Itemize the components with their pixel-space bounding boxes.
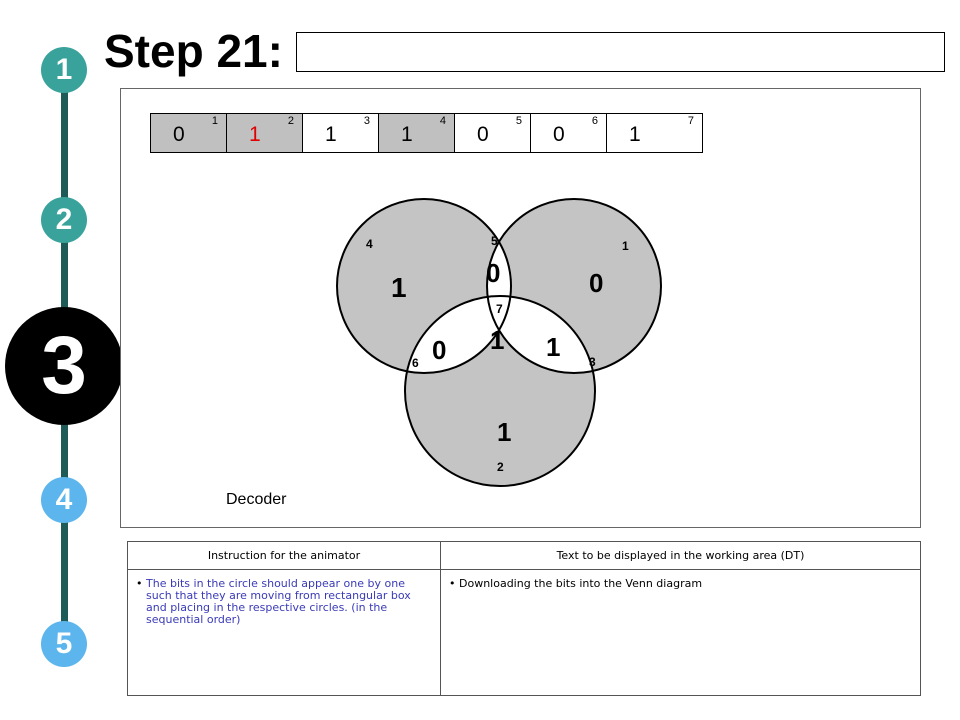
bit-position-label: 4 — [439, 115, 446, 127]
venn-bit-right-bottom: 1 — [546, 332, 561, 362]
venn-bit-bottom-only: 1 — [497, 417, 512, 447]
table-header-display-text: Text to be displayed in the working area (DT) — [441, 542, 921, 570]
table-cell-instruction — [128, 570, 441, 696]
bit-box — [303, 114, 379, 152]
venn-diagram — [336, 192, 666, 488]
bit-box — [151, 114, 227, 152]
venn-bit-left-only: 1 — [391, 272, 407, 303]
step-2-button[interactable]: 2 — [41, 197, 87, 243]
decoder-label: Decoder — [226, 491, 287, 508]
bit-position-label: 5 — [515, 115, 522, 127]
bit-position-label: 6 — [591, 115, 598, 127]
bit-value: 0 — [173, 123, 185, 146]
bit-position-label: 2 — [287, 115, 294, 127]
table-cell-display-text — [441, 570, 921, 696]
table-header-instruction: Instruction for the animator — [128, 542, 441, 570]
display-text: Downloading the bits into the Venn diagram — [459, 577, 703, 590]
venn-label-center: 7 — [496, 302, 503, 316]
venn-label-left-right: 5 — [491, 234, 498, 248]
venn-label-right-only: 1 — [622, 239, 629, 253]
bit-box — [227, 114, 303, 152]
bit-value: 1 — [325, 123, 337, 146]
step-4-button[interactable]: 4 — [41, 477, 87, 523]
bit-position-label: 1 — [211, 115, 218, 127]
bit-value: 0 — [477, 123, 489, 146]
page-title: Step 21: — [104, 25, 283, 77]
venn-bit-left-bottom: 0 — [432, 335, 447, 365]
bullet-dot: • — [449, 577, 456, 590]
animator-instruction-table — [127, 541, 921, 696]
step-3-button-active[interactable]: 3 — [5, 307, 123, 425]
bit-box — [379, 114, 455, 152]
venn-label-left-bottom: 6 — [412, 356, 419, 370]
instruction-text: The bits in the circle should appear one by one such that they are moving from rectangular box and placing in the respective circles. (in the sequential order) — [146, 577, 411, 626]
venn-label-right-bottom: 3 — [589, 355, 596, 369]
bullet-dot: • — [136, 577, 143, 590]
bit-value: 1 — [249, 123, 261, 146]
bit-box — [531, 114, 607, 152]
title-text-box — [296, 32, 945, 72]
venn-label-bottom-only: 2 — [497, 460, 504, 474]
bit-position-label: 7 — [687, 115, 694, 127]
bit-value: 0 — [553, 123, 565, 146]
step-1-button[interactable]: 1 — [41, 47, 87, 93]
bit-position-label: 3 — [363, 115, 370, 127]
bit-value: 1 — [401, 123, 413, 146]
venn-label-left-only: 4 — [366, 237, 373, 251]
venn-bit-left-right: 0 — [486, 258, 501, 288]
venn-bit-right-only: 0 — [589, 268, 604, 298]
bit-value: 1 — [629, 123, 641, 146]
step-5-button[interactable]: 5 — [41, 621, 87, 667]
venn-bit-center: 1 — [490, 325, 505, 355]
bit-box — [455, 114, 531, 152]
bit-box-row — [150, 113, 703, 153]
bit-box — [607, 114, 702, 152]
